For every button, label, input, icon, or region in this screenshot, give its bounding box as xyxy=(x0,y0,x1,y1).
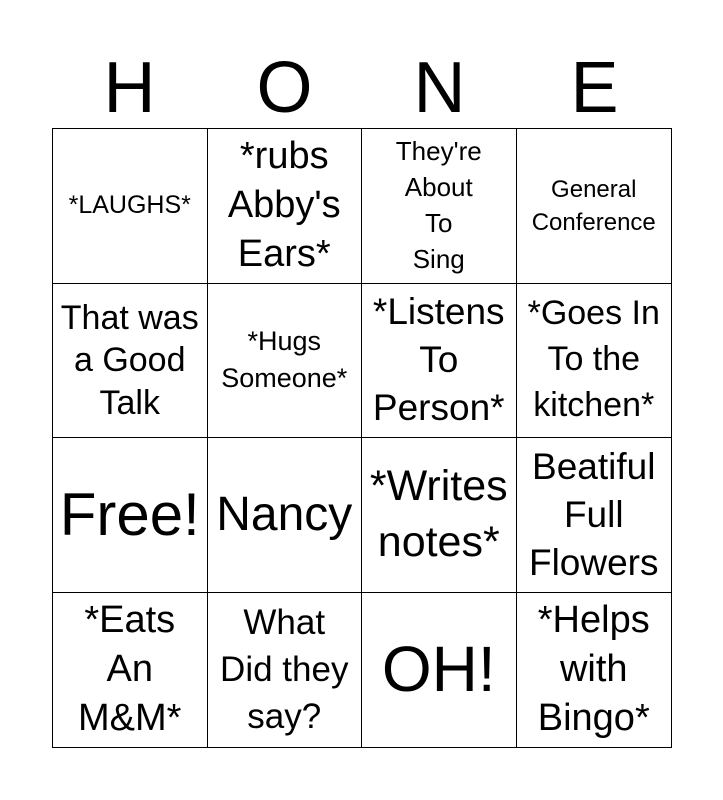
bingo-cell-text: Free! xyxy=(59,481,200,549)
header-letter-4: E xyxy=(570,48,619,128)
bingo-cell-text: Beatiful Full Flowers xyxy=(528,445,659,583)
bingo-cell[interactable] xyxy=(362,284,517,439)
bingo-cell-text: *Eats An M&M* xyxy=(78,598,182,740)
bingo-cell[interactable] xyxy=(208,129,363,284)
bingo-cell[interactable] xyxy=(517,593,672,748)
bingo-cell-text: What Did they say? xyxy=(220,602,349,737)
bingo-cell-text: *Helps with Bingo* xyxy=(537,598,650,740)
header-letter-3: N xyxy=(413,48,466,128)
bingo-cell[interactable] xyxy=(362,129,517,284)
header-letter-2: O xyxy=(256,48,313,128)
bingo-cell-text: OH! xyxy=(381,632,496,705)
bingo-cell-text: Nancy xyxy=(216,488,353,542)
bingo-cell[interactable] xyxy=(208,284,363,439)
bingo-header xyxy=(52,48,672,128)
bingo-cell-text: *Hugs Someone* xyxy=(221,326,348,394)
bingo-cell[interactable] xyxy=(208,593,363,748)
bingo-cell[interactable] xyxy=(53,593,208,748)
bingo-cell[interactable] xyxy=(517,129,672,284)
bingo-cell-text: *Writes notes* xyxy=(369,461,508,566)
bingo-cell[interactable] xyxy=(208,438,363,593)
bingo-card-grid xyxy=(52,128,672,748)
bingo-cell[interactable] xyxy=(53,129,208,284)
bingo-cell-text: They're About To Sing xyxy=(395,136,482,274)
bingo-cell-text: *LAUGHS* xyxy=(68,191,191,220)
bingo-cell-text: *Goes In To the kitchen* xyxy=(527,294,660,425)
bingo-cell[interactable] xyxy=(517,284,672,439)
header-letter-1: H xyxy=(103,48,156,128)
bingo-cell[interactable] xyxy=(53,438,208,593)
bingo-cell-text: *rubs Abby's Ears* xyxy=(227,134,341,276)
bingo-cell-text: General Conference xyxy=(531,175,656,236)
bingo-cell[interactable] xyxy=(362,593,517,748)
bingo-cell-text: That was a Good Talk xyxy=(60,298,199,422)
bingo-cell[interactable] xyxy=(362,438,517,593)
bingo-cell[interactable] xyxy=(517,438,672,593)
bingo-cell-text: *Listens To Person* xyxy=(372,291,505,429)
bingo-cell[interactable] xyxy=(53,284,208,439)
